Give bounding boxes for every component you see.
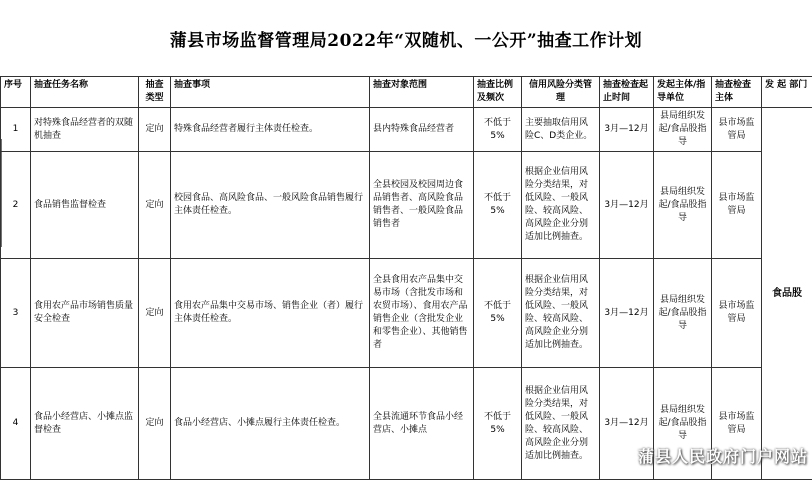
cell-target: 全县流通环节食品小经营店、小摊点 (370, 368, 474, 480)
header-period: 抽查检查起止时间 (600, 77, 654, 108)
cell-inspector: 县市场监管局 (712, 152, 762, 259)
cell-period: 3月—12月 (600, 259, 654, 368)
cell-task-name: 食品小经营店、小摊点监督检查 (31, 368, 139, 480)
cell-inspector: 县市场监管局 (712, 259, 762, 368)
cell-items: 校园食品、高风险食品、一般风险食品销售履行主体责任检查。 (171, 152, 370, 259)
cell-items: 特殊食品经营者履行主体责任检查。 (171, 108, 370, 152)
cell-inspector: 县市场监管局 (712, 368, 762, 480)
cell-type: 定向 (139, 368, 171, 480)
cell-ratio: 不低于5% (474, 368, 522, 480)
site-watermark: 蒲县人民政府门户网站 (638, 444, 808, 467)
cell-inspector: 县市场监管局 (712, 108, 762, 152)
header-task-name: 抽查任务名称 (31, 77, 139, 108)
cell-risk: 根据企业信用风险分类结果，对低风险、一般风险、较高风险、高风险企业分别适加比例抽查。 (522, 368, 600, 480)
header-seq: 序号 (1, 77, 31, 108)
cell-seq: 1 (1, 108, 31, 152)
header-inspector: 抽查检查主体 (712, 77, 762, 108)
cell-seq: 2 (1, 152, 31, 259)
cell-initiator: 县局组织发起/食品股指导 (654, 368, 712, 480)
table-row (1, 259, 812, 368)
cell-target: 县内特殊食品经营者 (370, 108, 474, 152)
cell-risk: 根据企业信用风险分类结果，对低风险、一般风险、较高风险、高风险企业分别适加比例抽查。 (522, 259, 600, 368)
table-row (1, 108, 812, 152)
header-target: 抽查对象范围 (370, 77, 474, 108)
cell-ratio: 不低于5% (474, 108, 522, 152)
cell-risk: 主要抽取信用风险C、D类企业。 (522, 108, 600, 152)
page-title: 蒲县市场监督管理局2022年“双随机、一公开”抽查工作计划 (0, 0, 812, 77)
cell-task-name: 食用农产品市场销售质量安全检查 (31, 259, 139, 368)
cell-period: 3月—12月 (600, 108, 654, 152)
header-risk: 信用风险分类管理 (522, 77, 600, 108)
cell-target: 全县食用农产品集中交易市场（含批发市场和农贸市场）、食用农产品销售企业（含批发企业和零售企业）、其他销售者 (370, 259, 474, 368)
cell-seq: 3 (1, 259, 31, 368)
cell-risk: 根据企业信用风险分类结果，对低风险、一般风险、较高风险、高风险企业分别适加比例抽查。 (522, 152, 600, 259)
cell-seq: 4 (1, 368, 31, 480)
cell-period: 3月—12月 (600, 368, 654, 480)
table-header-row (1, 77, 812, 108)
cell-type: 定向 (139, 259, 171, 368)
cell-items: 食用农产品集中交易市场、销售企业（者）履行主体责任检查。 (171, 259, 370, 368)
cell-type: 定向 (139, 108, 171, 152)
cell-type: 定向 (139, 152, 171, 259)
cell-initiator: 县局组织发起/食品股指导 (654, 152, 712, 259)
cell-items: 食品小经营店、小摊点履行主体责任检查。 (171, 368, 370, 480)
cell-ratio: 不低于5% (474, 259, 522, 368)
cell-target: 全县校园及校园周边食品销售者、高风险食品销售者、一般风险食品销售者 (370, 152, 474, 259)
cell-task-name: 食品销售监督检查 (31, 152, 139, 259)
inspection-plan-table (0, 76, 812, 480)
header-ratio: 抽查比例及频次 (474, 77, 522, 108)
header-dept: 发 起 部门 (762, 77, 812, 108)
header-items: 抽查事项 (171, 77, 370, 108)
cell-task-name: 对特殊食品经营者的双随机抽查 (31, 108, 139, 152)
cell-initiator: 县局组织发起/食品股指导 (654, 259, 712, 368)
cell-period: 3月—12月 (600, 152, 654, 259)
cell-initiator: 县局组织发起/食品股指导 (654, 108, 712, 152)
cell-ratio: 不低于5% (474, 152, 522, 259)
header-initiator: 发起主体/指导单位 (654, 77, 712, 108)
table-row (1, 152, 812, 259)
cell-dept: 食品股 (762, 108, 812, 480)
header-type: 抽查类型 (139, 77, 171, 108)
